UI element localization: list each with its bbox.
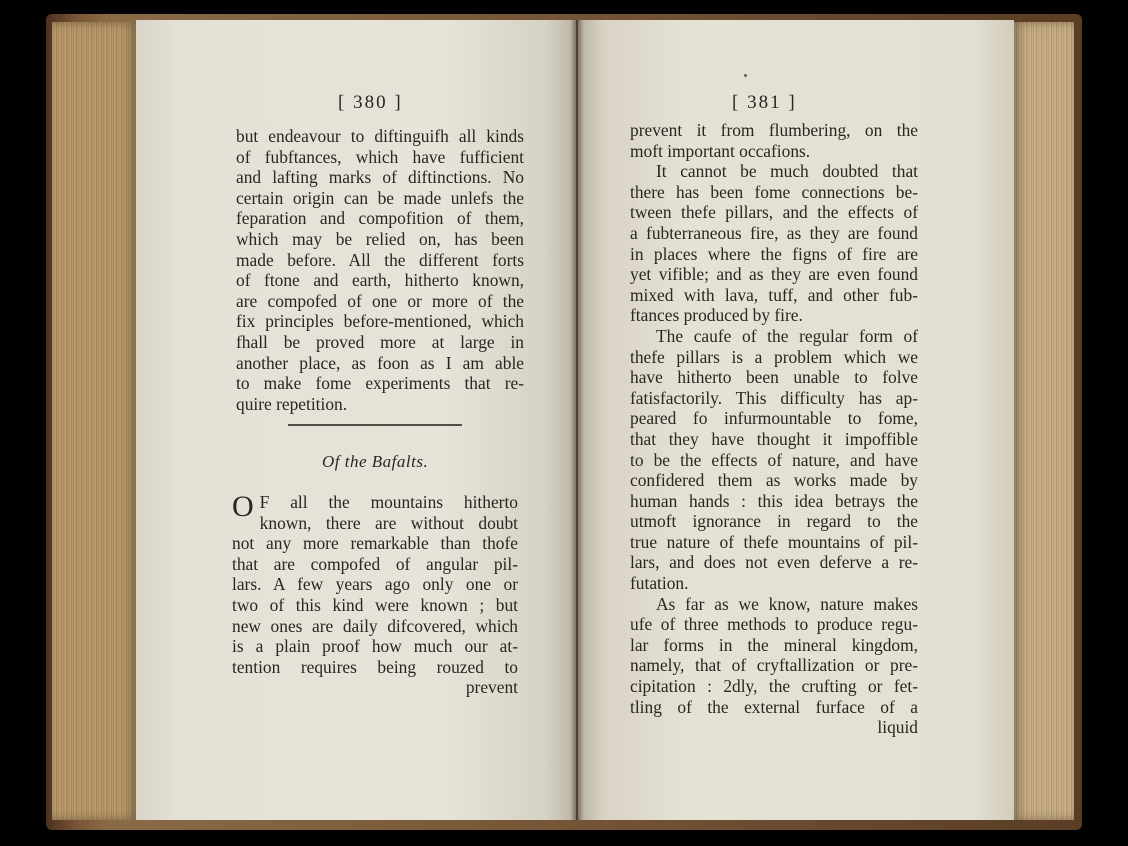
text-line: lars, and does not even deferve a re- bbox=[630, 552, 918, 573]
text-line: lar forms in the mineral kingdom, bbox=[630, 634, 918, 655]
text-line: a fubterraneous fire, as they are found bbox=[630, 222, 918, 243]
text-line: fatisfactorily. This difficulty has ap- bbox=[630, 387, 918, 408]
text-line: peared fo infurmountable to fome, bbox=[630, 408, 918, 429]
page-edges-right bbox=[1012, 22, 1074, 820]
text-line: but endeavour to diftinguifh all kinds bbox=[236, 126, 524, 146]
text-line: cipitation : 2dly, the crufting or fet- bbox=[630, 676, 918, 697]
text-line: thefe pillars is a problem which we bbox=[630, 346, 918, 367]
right-page-text bbox=[630, 120, 918, 738]
section-divider bbox=[288, 424, 462, 426]
text-line: yet vifible; and as they are even found bbox=[630, 264, 918, 285]
text-line: fix principles before-mentioned, which bbox=[236, 311, 524, 332]
text-line: ftances produced by fire. bbox=[630, 305, 803, 326]
left-page bbox=[136, 20, 576, 820]
text-line: tween thefe pillars, and the effects of bbox=[630, 202, 918, 223]
catchword: prevent bbox=[465, 677, 518, 698]
text-line: true nature of thefe mountains of pil- bbox=[630, 531, 918, 552]
drop-cap: O bbox=[232, 490, 254, 523]
text-line: prevent it from flumbering, on the bbox=[630, 120, 918, 140]
section-title: Of the Bafalts. bbox=[322, 452, 429, 471]
text-line: namely, that of cryftallization or pre- bbox=[630, 655, 918, 676]
text-line: fhall be proved more at large in bbox=[236, 331, 524, 352]
text-line: that are compofed of angular pil- bbox=[232, 553, 518, 574]
text-line: that they have thought it impoffible bbox=[630, 428, 918, 449]
left-paragraph-2 bbox=[232, 492, 518, 698]
text-line: two of this kind were known ; but bbox=[232, 594, 518, 615]
text-line: there has been fome connections be- bbox=[630, 181, 918, 202]
text-line: of ftone and earth, hitherto known, bbox=[236, 270, 524, 291]
text-line: As far as we know, nature makes bbox=[656, 593, 918, 614]
text-line: of fubftances, which have fufficient bbox=[236, 146, 524, 167]
text-line: new ones are daily difcovered, which bbox=[232, 615, 518, 636]
catchword: liquid bbox=[877, 717, 918, 738]
text-line: utmoft ignorance in regard to the bbox=[630, 511, 918, 532]
right-page bbox=[578, 20, 1014, 820]
text-line: mixed with lava, tuff, and other fub- bbox=[630, 284, 918, 305]
text-line: is a plain proof how much our at- bbox=[232, 636, 518, 657]
text-line: tention requires being rouzed to bbox=[232, 656, 518, 677]
text-line: tling of the external furface of a bbox=[630, 696, 918, 717]
text-line: lars. A few years ago only one or bbox=[232, 574, 518, 595]
text-line: ufe of three methods to produce regu- bbox=[630, 614, 918, 635]
text-line: human hands : this idea betrays the bbox=[630, 490, 918, 511]
book-gutter bbox=[570, 20, 584, 820]
text-line: in places where the figns of fire are bbox=[630, 243, 918, 264]
text-line: confidered them as works made by bbox=[630, 470, 918, 491]
text-line: futation. bbox=[630, 573, 689, 594]
text-line: which may be relied on, has been bbox=[236, 228, 524, 249]
text-line: not any more remarkable than thofe bbox=[232, 533, 518, 554]
text-line: to make fome experiments that re- bbox=[236, 373, 524, 394]
text-line: are compofed of one or more of the bbox=[236, 290, 524, 311]
text-line: made before. All the different forts bbox=[236, 249, 524, 270]
text-line: certain origin can be made unlefs the bbox=[236, 187, 524, 208]
text-line: have hitherto been unable to folve bbox=[630, 367, 918, 388]
first-line-text: F all the mountains hitherto bbox=[259, 492, 518, 512]
text-line: known, there are without doubt bbox=[259, 512, 518, 533]
page-number-380: [ 380 ] bbox=[338, 92, 403, 113]
ink-speck bbox=[744, 74, 747, 77]
text-line: and lafting marks of diftinctions. No bbox=[236, 167, 524, 188]
page-number-381: [ 381 ] bbox=[732, 92, 797, 113]
text-line: It cannot be much doubted that bbox=[656, 161, 918, 182]
text-line: another place, as foon as I am able bbox=[236, 352, 524, 373]
left-paragraph-1 bbox=[236, 126, 524, 414]
text-line: to be the effects of nature, and have bbox=[630, 449, 918, 470]
text-line: The caufe of the regular form of bbox=[656, 325, 918, 346]
text-line: quire repetition. bbox=[236, 393, 348, 414]
page-edges-left bbox=[52, 22, 138, 820]
text-line: feparation and compofition of them, bbox=[236, 208, 524, 229]
text-line: moft important occafions. bbox=[630, 140, 811, 161]
